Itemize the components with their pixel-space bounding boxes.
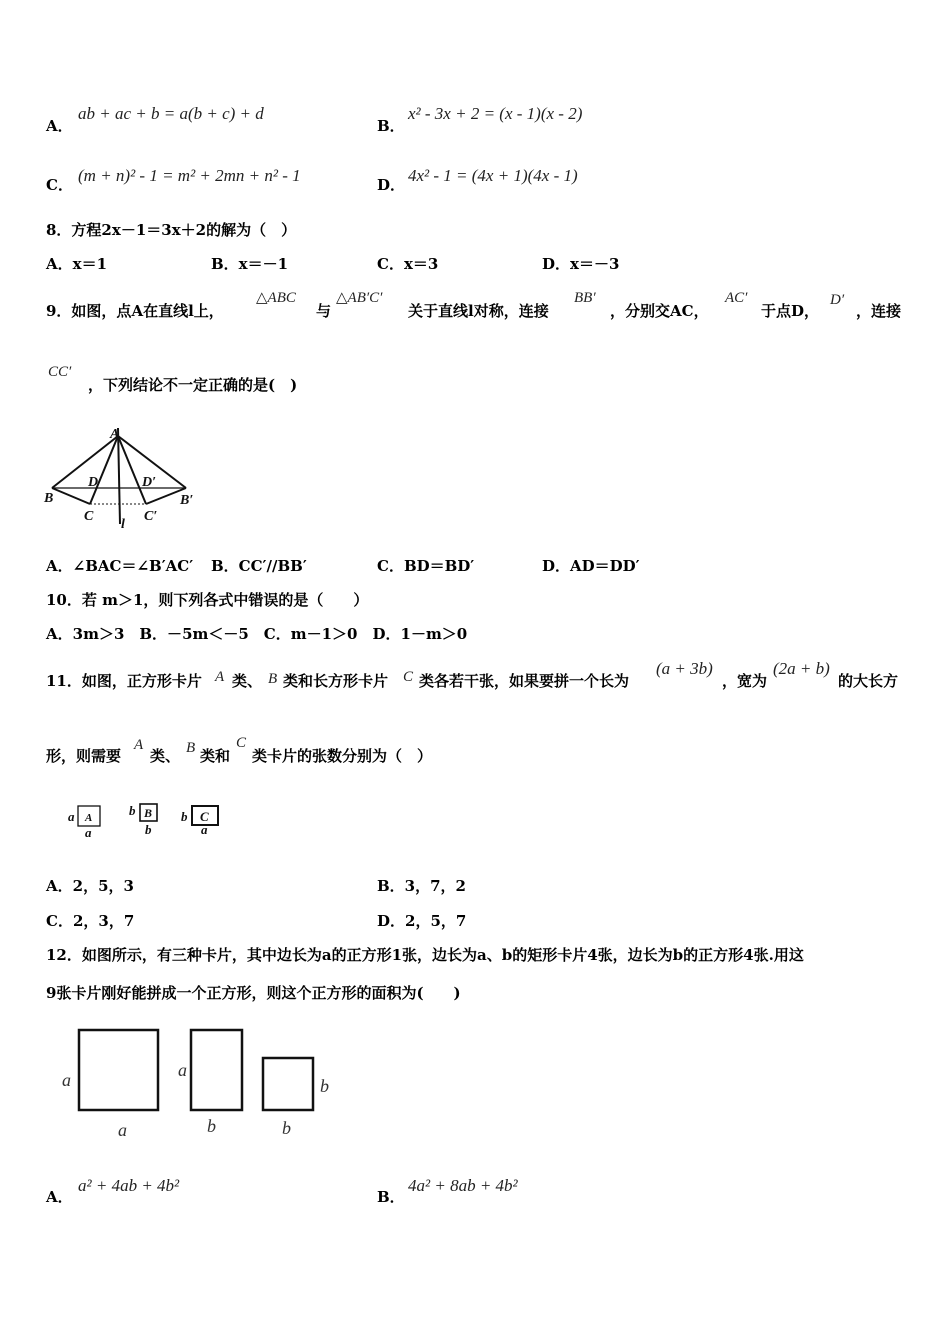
q9-math-cc: CC′ [48, 364, 72, 380]
q11-math-b2: B [186, 740, 196, 756]
q7-option-a-expr: ab + ac + b = a(b + c) + d [78, 104, 264, 123]
q12-option-b-expr: 4a² + 8ab + 4b² [408, 1176, 518, 1195]
q7-option-b-label: B． [377, 117, 405, 135]
q11-line2-part-b: 类、 [150, 747, 181, 765]
q9-stem-part6: ，连接 [856, 302, 902, 320]
q11-card-c-side-label: b [181, 809, 188, 824]
q9-label-a: A [110, 427, 120, 442]
q11-length-expr: (a + 3b) [656, 659, 713, 678]
q9-line-bc [52, 488, 90, 504]
q12-square-b [263, 1058, 313, 1110]
q11-line2-part-a: 形，则需要 [46, 747, 122, 765]
q9-label-b: B [44, 491, 54, 506]
q11-width-expr: (2a + b) [773, 659, 830, 678]
q11-math-a: A [215, 669, 225, 685]
q9-math-bb: BB′ [574, 290, 596, 306]
q11-card-c-bottom-label: a [201, 822, 208, 837]
q11-option-b: B．3，7，2 [377, 877, 466, 895]
q9-label-c: C [84, 509, 94, 524]
q9-stem-part1: 9．如图，点A在直线l上， [46, 302, 224, 320]
q12-rectangle-side-label: a [178, 1060, 187, 1080]
q11-option-a: A．2，5，3 [46, 877, 134, 895]
q9-option-a: A．∠BAC＝∠B′AC′ [46, 557, 194, 575]
q12-rectangle-bottom-label: b [207, 1116, 216, 1136]
q12-square-a-bottom-label: a [118, 1120, 127, 1140]
q7-option-c-label: C． [46, 176, 73, 194]
q9-figure [40, 424, 210, 532]
q11-card-b-bottom-label: b [145, 822, 152, 837]
q9-option-d: D．AD＝DD′ [542, 557, 640, 575]
q9-stem-part2: 与 [316, 302, 332, 320]
q9-stem-part5: 于点D， [761, 302, 820, 320]
q12-square-b-bottom-label: b [282, 1118, 291, 1138]
q9-label-b-prime: B′ [180, 493, 194, 508]
q7-option-a-label: A． [46, 117, 73, 135]
q9-label-c-prime: C′ [144, 509, 158, 524]
q11-option-d: D．2，5，7 [377, 912, 467, 930]
q12-option-a-expr: a² + 4ab + 4b² [78, 1176, 180, 1195]
q12-rectangle-ab [191, 1030, 242, 1110]
q9-option-c: C．BD＝BD′ [377, 557, 475, 575]
q12-square-b-side-label: b [320, 1076, 329, 1096]
q12-square-a-side-label: a [62, 1070, 71, 1090]
q11-math-b: B [268, 671, 278, 687]
q8-option-d: D．x＝－3 [542, 255, 620, 273]
q11-option-c: C．2，3，7 [46, 912, 135, 930]
q11-line1-part-d: 类各若干张，如果要拼一个长为 [419, 672, 630, 690]
q9-stem-part7: ，下列结论不一定正确的是( ) [88, 376, 298, 394]
q11-line1-part-c: 类和长方形卡片 [283, 672, 389, 690]
q11-math-a2: A [134, 737, 144, 753]
q11-card-b-label: B [144, 806, 153, 820]
q12-stem-line1: 12．如图所示，有三种卡片，其中边长为a的正方形1张，边长为a、b的矩形卡片4张，边长为b的正方形4张.用这 [46, 946, 804, 964]
q11-line1-part-a: 11．如图，正方形卡片 [46, 672, 202, 690]
q9-stem-part4: ，分别交AC， [610, 302, 709, 320]
q11-card-a-label: A [85, 812, 93, 824]
q12-option-b-label: B． [377, 1188, 405, 1206]
q11-card-c-label: C [200, 809, 209, 824]
q11-math-c: C [403, 669, 414, 685]
q12-cards-figure [56, 1024, 346, 1142]
q10-options: A．3m＞3 B．－5m＜－5 C．m－1＞0 D．1－m＞0 [46, 625, 468, 643]
q8-option-a: A．x＝1 [46, 255, 108, 273]
q12-stem-line2: 9张卡片刚好能拼成一个正方形，则这个正方形的面积为( ) [46, 984, 461, 1002]
q7-option-d-expr: 4x² - 1 = (4x + 1)(4x - 1) [408, 166, 578, 185]
q12-option-a-label: A． [46, 1188, 73, 1206]
q7-option-b-expr: x² - 3x + 2 = (x - 1)(x - 2) [408, 104, 583, 123]
q11-line1-part-f: 的大长方 [838, 672, 899, 690]
q8-stem: 8．方程2x－1＝3x＋2的解为（ ） [46, 221, 297, 239]
q9-stem-part3: 关于直线l对称，连接 [408, 302, 549, 320]
q10-stem: 10．若 m＞1，则下列各式中错误的是（ ） [46, 591, 369, 609]
q11-line2-part-d: 类卡片的张数分别为（ ） [252, 747, 433, 765]
q12-square-a [79, 1030, 158, 1110]
q11-line2-part-c: 类和 [200, 747, 231, 765]
q9-label-l: l [121, 517, 125, 532]
q7-option-c-expr: (m + n)² - 1 = m² + 2mn + n² - 1 [78, 166, 301, 185]
q11-card-a-side-label: a [68, 809, 75, 824]
q9-option-b: B．CC′//BB′ [211, 557, 307, 575]
q9-math-abc: △ABC [256, 290, 296, 306]
q11-line1-part-e: ，宽为 [722, 672, 768, 690]
q9-math-abc-prime: △AB′C′ [336, 290, 383, 306]
q11-card-b-side-label: b [129, 803, 136, 818]
q9-label-d-prime: D′ [142, 475, 157, 490]
q9-label-d: D [88, 475, 99, 490]
q9-math-ac: AC′ [725, 290, 748, 306]
q9-math-d: D′ [830, 292, 845, 308]
q7-option-d-label: D． [377, 176, 406, 194]
q11-line1-part-b: 类、 [232, 672, 263, 690]
q11-card-a-bottom-label: a [85, 825, 92, 840]
q8-option-c: C．x＝3 [377, 255, 439, 273]
q11-math-c2: C [236, 735, 247, 751]
q11-cards-figure [64, 796, 244, 842]
q8-option-b: B．x＝－1 [211, 255, 289, 273]
